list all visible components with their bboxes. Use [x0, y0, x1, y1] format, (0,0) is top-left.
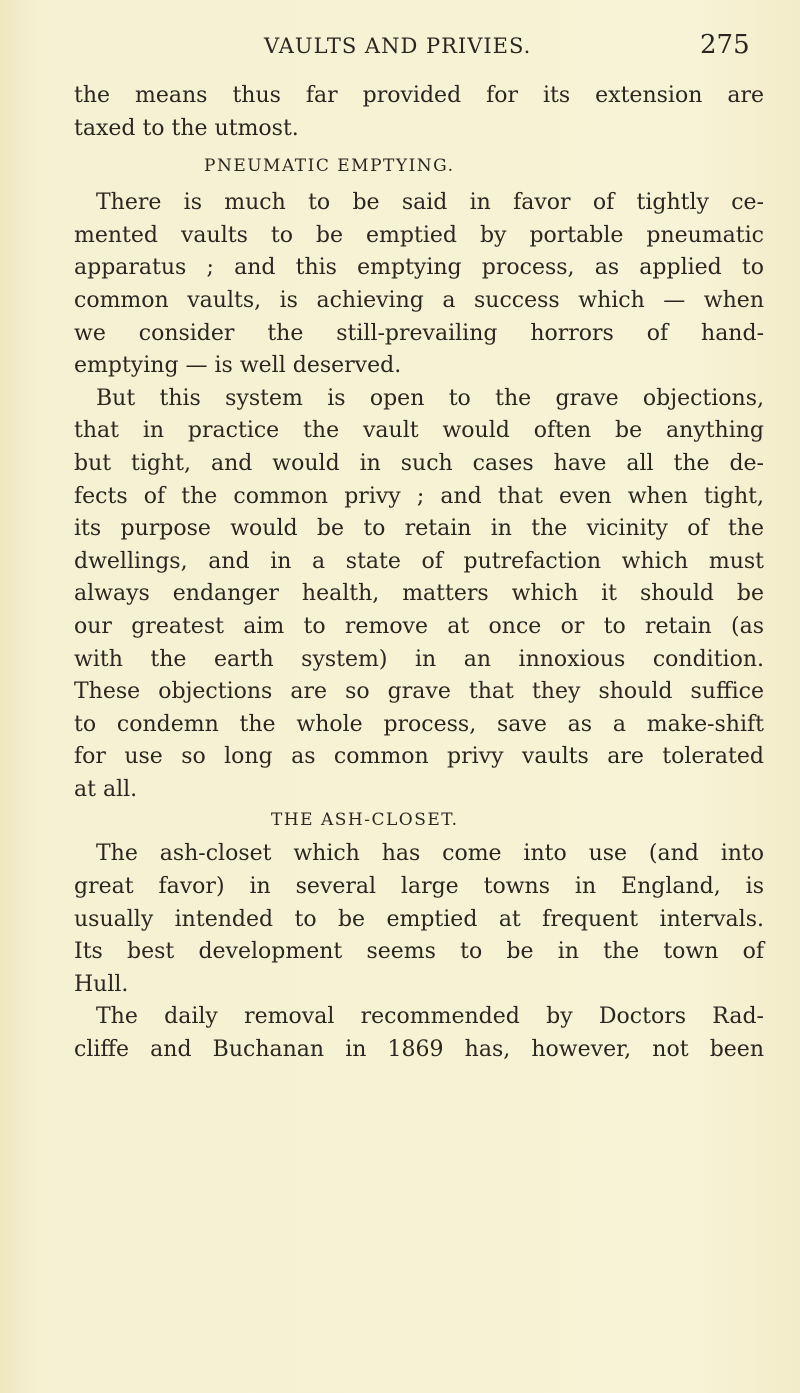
- text-line: but tight, and would in such cases have all the de-: [74, 450, 764, 476]
- text-line: our greatest aim to remove at once or to retain (as: [74, 613, 764, 639]
- text-line: the means thus far provided for its extension are: [74, 83, 764, 108]
- text-line: There is much to be said in favor of tightly ce-: [96, 190, 764, 216]
- page-number: 275: [700, 30, 750, 60]
- text-line: usually intended to be emptied at frequent intervals.: [74, 906, 764, 932]
- text-line: But this system is open to the grave objections,: [96, 385, 764, 411]
- section-heading-pneumatic-emptying: PNEUMATIC EMPTYING.: [204, 156, 455, 177]
- text-line: with the earth system) in an innoxious condition.: [74, 646, 764, 672]
- text-line: its purpose would be to retain in the vicinity of the: [74, 516, 764, 542]
- running-title: VAULTS AND PRIVIES.: [264, 34, 532, 58]
- text-line: Its best development seems to be in the town of: [74, 939, 764, 965]
- text-line: common vaults, is achieving a success which — when: [74, 287, 764, 313]
- text-line: These objections are so grave that they should suffice: [74, 679, 764, 705]
- section-heading-ash-closet: THE ASH-CLOSET.: [271, 810, 459, 831]
- text-line: emptying — is well deserved.: [74, 353, 402, 379]
- text-line: that in practice the vault would often be anything: [74, 418, 764, 444]
- text-line: cliffe and Buchanan in 1869 has, however, not been: [74, 1037, 764, 1063]
- text-line: fects of the common privy ; and that even when tight,: [74, 483, 764, 509]
- running-head: [0, 30, 800, 70]
- text-line: Hull.: [74, 971, 129, 997]
- text-line: The ash-closet which has come into use (and into: [96, 841, 764, 867]
- text-line: great favor) in several large towns in England, is: [74, 874, 764, 900]
- text-line: dwellings, and in a state of putrefaction which must: [74, 548, 764, 574]
- text-line: to condemn the whole process, save as a make-shift: [74, 711, 764, 737]
- text-line: at all.: [74, 776, 138, 802]
- text-line: for use so long as common privy vaults are tolerated: [74, 744, 764, 770]
- text-line: always endanger health, matters which it should be: [74, 581, 764, 607]
- text-line: taxed to the utmost.: [74, 115, 299, 141]
- text-line: we consider the still-prevailing horrors of hand-: [74, 320, 764, 346]
- body-text: [74, 80, 764, 1067]
- text-line: The daily removal recommended by Doctors Rad-: [96, 1004, 764, 1030]
- text-line: mented vaults to be emptied by portable pneumatic: [74, 222, 764, 248]
- text-line: apparatus ; and this emptying process, as applied to: [74, 255, 764, 281]
